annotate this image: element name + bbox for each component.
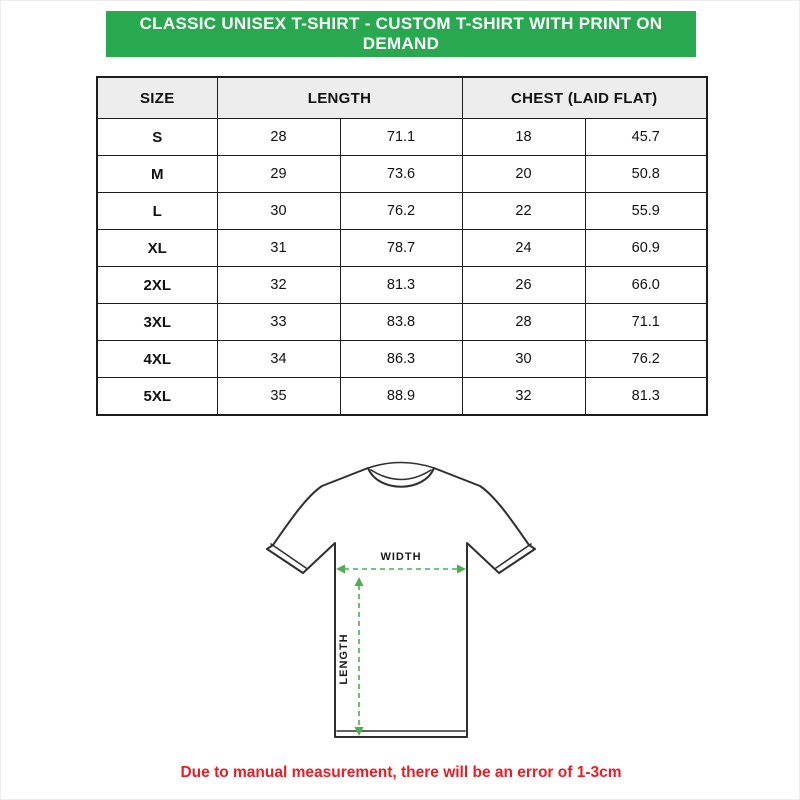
cell-size: 3XL (97, 304, 217, 341)
length-label: LENGTH (338, 633, 350, 685)
cell-chest-cm: 60.9 (585, 230, 707, 267)
table-row (97, 193, 707, 230)
cell-length-in: 32 (217, 267, 340, 304)
title-banner (106, 11, 696, 57)
measurement-note: Due to manual measurement, there will be an error of 1-3cm (180, 764, 622, 781)
cell-length-cm: 83.8 (340, 304, 462, 341)
cell-length-in: 30 (217, 193, 340, 230)
cell-chest-cm: 55.9 (585, 193, 707, 230)
cell-size: 5XL (97, 378, 217, 416)
cell-chest-in: 20 (462, 156, 585, 193)
size-chart-table (96, 76, 708, 416)
collar-back-line (368, 463, 434, 469)
cell-size: L (97, 193, 217, 230)
cell-length-in: 28 (217, 119, 340, 156)
table-row (97, 304, 707, 341)
cell-length-cm: 88.9 (340, 378, 462, 416)
cell-size: XL (97, 230, 217, 267)
col-header-length: LENGTH (217, 77, 462, 119)
cell-chest-cm: 45.7 (585, 119, 707, 156)
tshirt-outline (267, 468, 535, 737)
table-header-row (97, 77, 707, 119)
cell-size: S (97, 119, 217, 156)
cell-length-in: 33 (217, 304, 340, 341)
table-row (97, 341, 707, 378)
cell-chest-cm: 66.0 (585, 267, 707, 304)
cell-length-cm: 71.1 (340, 119, 462, 156)
cell-length-in: 29 (217, 156, 340, 193)
cell-chest-in: 30 (462, 341, 585, 378)
col-header-size: SIZE (97, 77, 217, 119)
table-row (97, 119, 707, 156)
cell-chest-cm: 76.2 (585, 341, 707, 378)
cell-chest-cm: 81.3 (585, 378, 707, 416)
table-row (97, 267, 707, 304)
cell-chest-in: 24 (462, 230, 585, 267)
cell-chest-in: 22 (462, 193, 585, 230)
cell-length-cm: 86.3 (340, 341, 462, 378)
cell-length-in: 35 (217, 378, 340, 416)
cell-size: 4XL (97, 341, 217, 378)
tshirt-measurement-diagram (251, 441, 551, 751)
table-row (97, 230, 707, 267)
table-row (97, 156, 707, 193)
width-label: WIDTH (380, 551, 422, 563)
cell-chest-in: 32 (462, 378, 585, 416)
cell-chest-cm: 71.1 (585, 304, 707, 341)
cell-length-in: 31 (217, 230, 340, 267)
cell-length-cm: 73.6 (340, 156, 462, 193)
cell-length-cm: 76.2 (340, 193, 462, 230)
page-title: CLASSIC UNISEX T-SHIRT - CUSTOM T-SHIRT WITH PRINT ON DEMAND (139, 14, 663, 53)
col-header-chest: CHEST (LAID FLAT) (462, 77, 707, 119)
cell-chest-in: 26 (462, 267, 585, 304)
cell-chest-in: 18 (462, 119, 585, 156)
cell-length-in: 34 (217, 341, 340, 378)
cell-size: M (97, 156, 217, 193)
cell-length-cm: 81.3 (340, 267, 462, 304)
cell-chest-cm: 50.8 (585, 156, 707, 193)
collar-inner-line (371, 470, 431, 480)
table-row (97, 378, 707, 416)
cell-size: 2XL (97, 267, 217, 304)
tshirt-drawing (251, 441, 551, 751)
cell-chest-in: 28 (462, 304, 585, 341)
cell-length-cm: 78.7 (340, 230, 462, 267)
